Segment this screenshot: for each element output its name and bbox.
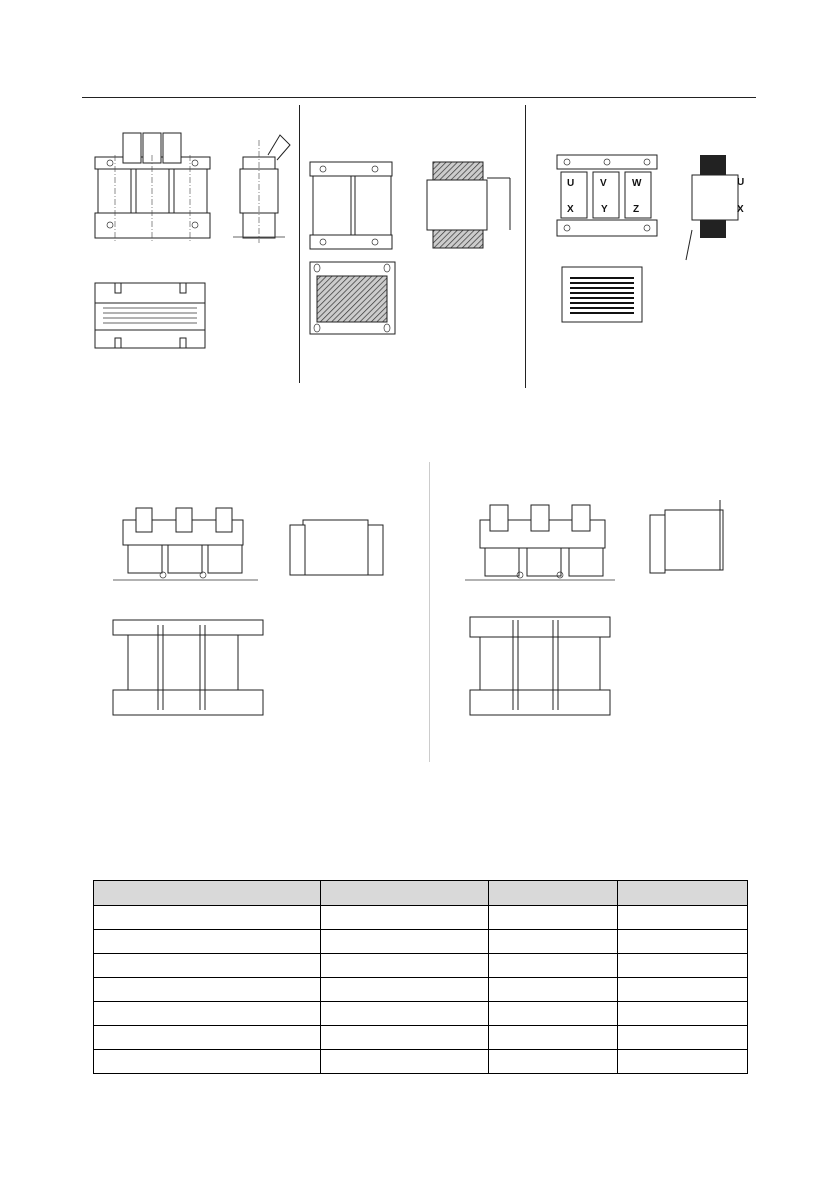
table-row (94, 930, 748, 954)
side-label-u: U (737, 177, 745, 188)
table-header-cell (321, 881, 489, 906)
reactor-spec-table (93, 880, 748, 1074)
table-row (94, 1002, 748, 1026)
table-row (94, 978, 748, 1002)
terminal-label-x: X (567, 204, 574, 215)
table-row (94, 906, 748, 930)
side-label-x: X (737, 204, 744, 215)
reactor-drawing-type-2 (305, 150, 520, 345)
table-header-cell (489, 881, 618, 906)
panel-divider (429, 462, 430, 762)
reactor-drawing-type-4 (108, 500, 398, 725)
header-rule (82, 97, 756, 98)
terminal-label-y: Y (601, 204, 608, 215)
table-header-row (94, 881, 748, 906)
table-header-cell (94, 881, 321, 906)
terminal-label-v: V (600, 178, 607, 189)
table-row (94, 954, 748, 978)
table-row (94, 1050, 748, 1074)
panel-divider (525, 105, 526, 388)
terminal-label-u: U (567, 178, 575, 189)
reactor-drawing-type-1 (85, 125, 295, 360)
terminal-label-z: Z (633, 204, 640, 215)
reactor-drawing-type-3 (552, 150, 752, 330)
terminal-label-w: W (632, 178, 642, 189)
panel-divider (299, 105, 300, 383)
table-row (94, 1026, 748, 1050)
reactor-drawing-type-5 (465, 495, 755, 725)
table-header-cell (618, 881, 748, 906)
